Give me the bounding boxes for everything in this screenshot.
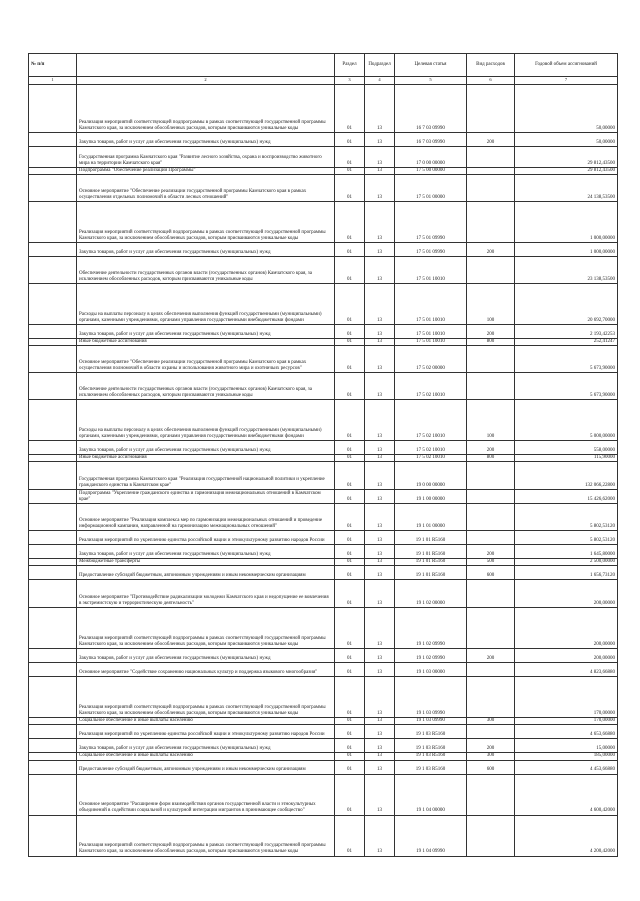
- cell-razdel: 01: [335, 147, 365, 168]
- cell-razdel: 01: [335, 739, 365, 753]
- cell-statya: 19 1 01 00000: [395, 504, 467, 531]
- cell-amount: 185,00000: [515, 753, 618, 760]
- cell-num: [29, 649, 77, 663]
- cell-vid: 600: [467, 760, 515, 774]
- cell-razdel: 01: [335, 649, 365, 663]
- cell-statya: 19 0 00 00000: [395, 462, 467, 490]
- table-row: [29, 815, 618, 856]
- table-row: [29, 490, 618, 504]
- table-row: [29, 774, 618, 815]
- cell-name: Основное мероприятие "Противодействие радикализации молодежи Камчатского края и недопущение ее вовлечения в экстремистскую и террористическую деятельность": [77, 580, 335, 608]
- cell-statya: 17 0 00 00000: [395, 147, 467, 168]
- cell-statya: 19 1 03 R5160: [395, 739, 467, 753]
- cell-amount: 1 000,00000: [515, 202, 618, 243]
- cell-name: Подпрограмма "Обеспечение реализации Программы": [77, 168, 335, 175]
- cell-num: [29, 175, 77, 202]
- cell-podrazdel: 13: [365, 545, 395, 559]
- cell-amount: 2 500,00000: [515, 559, 618, 566]
- cell-amount: 23 138,53500: [515, 257, 618, 284]
- cell-num: [29, 339, 77, 346]
- cell-podrazdel: 13: [365, 677, 395, 718]
- cell-name: Основное мероприятие "Расширение форм взаимодействия органов государственной власти и этнокультурных объединений в содействии социальной и культурной интеграции мигрантов в принимающее сообщество": [77, 774, 335, 815]
- cell-podrazdel: 13: [365, 455, 395, 462]
- cell-amount: 1 645,80000: [515, 545, 618, 559]
- cell-statya: 17 5 02 10010: [395, 441, 467, 455]
- cell-statya: 19 1 04 09990: [395, 815, 467, 856]
- cell-amount: 4 453,66880: [515, 760, 618, 774]
- cell-statya: 17 5 02 10010: [395, 373, 467, 400]
- cell-podrazdel: 13: [365, 490, 395, 504]
- cell-num: [29, 739, 77, 753]
- cell-num: [29, 462, 77, 490]
- cell-razdel: 01: [335, 760, 365, 774]
- cell-amount: 15 426,62000: [515, 490, 618, 504]
- cell-statya: 19 1 03 00000: [395, 663, 467, 677]
- cell-razdel: 01: [335, 725, 365, 739]
- cell-name: Основное мероприятие "Обеспечение реализации государственной программы Камчатского края в рамках осуществления полномочий в области охраны и использования животного мира и охотничьих ресурсов": [77, 346, 335, 373]
- cell-podrazdel: 13: [365, 559, 395, 566]
- header-row: [29, 54, 618, 77]
- table-row: [29, 147, 618, 168]
- cell-podrazdel: 13: [365, 346, 395, 373]
- cell-amount: 29 812,43500: [515, 147, 618, 168]
- cell-amount: 4 600,42000: [515, 774, 618, 815]
- cell-razdel: 01: [335, 373, 365, 400]
- cell-num: [29, 346, 77, 373]
- table-row: [29, 243, 618, 257]
- cell-razdel: 01: [335, 455, 365, 462]
- cell-razdel: 01: [335, 504, 365, 531]
- table-row: [29, 168, 618, 175]
- cell-vid: 600: [467, 566, 515, 580]
- table-row: [29, 339, 618, 346]
- cell-statya: 19 1 03 09990: [395, 718, 467, 725]
- cell-vid: 200: [467, 441, 515, 455]
- cell-vid: [467, 580, 515, 608]
- cell-amount: 5 000,00000: [515, 400, 618, 441]
- table-row: [29, 753, 618, 760]
- cell-razdel: 01: [335, 663, 365, 677]
- cell-amount: 170,00000: [515, 718, 618, 725]
- budget-table: [28, 53, 618, 857]
- cell-podrazdel: 13: [365, 504, 395, 531]
- table-row: [29, 441, 618, 455]
- cell-amount: 1 000,00000: [515, 243, 618, 257]
- cell-razdel: 01: [335, 346, 365, 373]
- table-row: [29, 677, 618, 718]
- cell-razdel: 01: [335, 718, 365, 725]
- cell-podrazdel: 13: [365, 566, 395, 580]
- cell-podrazdel: 13: [365, 175, 395, 202]
- cell-podrazdel: 13: [365, 725, 395, 739]
- table-row: [29, 455, 618, 462]
- cell-podrazdel: 13: [365, 441, 395, 455]
- cell-name: Закупка товаров, работ и услуг для обеспечения государственных (муниципальных) нужд: [77, 545, 335, 559]
- table-row: [29, 202, 618, 243]
- column-number: 4: [365, 77, 395, 85]
- cell-name: Подпрограмма "Укрепление гражданского единства и гармонизация межнациональных отношений в Камчатском крае": [77, 490, 335, 504]
- cell-razdel: 01: [335, 168, 365, 175]
- cell-razdel: 01: [335, 339, 365, 346]
- cell-num: [29, 85, 77, 133]
- cell-podrazdel: 13: [365, 168, 395, 175]
- cell-podrazdel: 13: [365, 608, 395, 649]
- table-row: [29, 725, 618, 739]
- cell-num: [29, 168, 77, 175]
- cell-statya: 17 5 01 09990: [395, 202, 467, 243]
- cell-vid: [467, 373, 515, 400]
- cell-amount: 200,00000: [515, 608, 618, 649]
- cell-statya: 17 5 02 00000: [395, 346, 467, 373]
- cell-statya: 17 5 01 10010: [395, 257, 467, 284]
- cell-podrazdel: 13: [365, 760, 395, 774]
- table-row: [29, 257, 618, 284]
- table-row: [29, 559, 618, 566]
- header-razdel: Раздел: [335, 54, 365, 77]
- cell-amount: 5 673,90000: [515, 346, 618, 373]
- cell-statya: 17 5 01 09990: [395, 243, 467, 257]
- cell-num: [29, 559, 77, 566]
- cell-num: [29, 441, 77, 455]
- cell-statya: 17 5 01 00000: [395, 175, 467, 202]
- cell-vid: [467, 202, 515, 243]
- cell-num: [29, 753, 77, 760]
- cell-num: [29, 490, 77, 504]
- cell-vid: [467, 815, 515, 856]
- cell-vid: [467, 490, 515, 504]
- cell-amount: 15,00000: [515, 739, 618, 753]
- cell-razdel: 01: [335, 677, 365, 718]
- column-number: 6: [467, 77, 515, 85]
- cell-razdel: 01: [335, 441, 365, 455]
- cell-statya: 19 1 03 R5160: [395, 753, 467, 760]
- cell-podrazdel: 13: [365, 243, 395, 257]
- cell-statya: 17 5 02 10010: [395, 455, 467, 462]
- cell-statya: 19 1 04 00000: [395, 774, 467, 815]
- cell-amount: 558,00000: [515, 441, 618, 455]
- cell-num: [29, 400, 77, 441]
- cell-razdel: 01: [335, 580, 365, 608]
- cell-name: Реализация мероприятий соответствующей подпрограммы в рамках соответствующей государственной программы Камчатского края, за исключением обособленных расходов, которым присваиваются уникальные коды: [77, 85, 335, 133]
- cell-amount: 5 673,90000: [515, 373, 618, 400]
- cell-amount: 4 653,66880: [515, 725, 618, 739]
- cell-vid: [467, 175, 515, 202]
- cell-podrazdel: 13: [365, 580, 395, 608]
- cell-num: [29, 677, 77, 718]
- cell-num: [29, 815, 77, 856]
- table-row: [29, 346, 618, 373]
- cell-vid: [467, 257, 515, 284]
- cell-name: Закупка товаров, работ и услуг для обеспечения государственных (муниципальных) нужд: [77, 133, 335, 147]
- table-row: [29, 175, 618, 202]
- table-row: [29, 325, 618, 339]
- cell-num: [29, 325, 77, 339]
- cell-vid: 100: [467, 400, 515, 441]
- cell-name: Межбюджетные трансферты: [77, 559, 335, 566]
- cell-podrazdel: 13: [365, 325, 395, 339]
- cell-statya: 19 1 02 09990: [395, 608, 467, 649]
- cell-razdel: 01: [335, 531, 365, 545]
- cell-num: [29, 774, 77, 815]
- table-row: [29, 133, 618, 147]
- cell-vid: 300: [467, 753, 515, 760]
- column-number-row: [29, 77, 618, 85]
- table-row: [29, 580, 618, 608]
- table-row: [29, 531, 618, 545]
- table-row: [29, 760, 618, 774]
- cell-podrazdel: 13: [365, 649, 395, 663]
- cell-amount: 132 066,22800: [515, 462, 618, 490]
- cell-razdel: 01: [335, 608, 365, 649]
- budget-table-sheet: [28, 53, 617, 857]
- cell-razdel: 01: [335, 133, 365, 147]
- cell-num: [29, 243, 77, 257]
- cell-name: Расходы на выплаты персоналу в целях обеспечения выполнения функций государственными (муниципальными) органами, казенными учреждениями, органами управления государственными внебюджетными фондами: [77, 284, 335, 325]
- cell-num: [29, 608, 77, 649]
- cell-razdel: 01: [335, 284, 365, 325]
- cell-razdel: 01: [335, 175, 365, 202]
- cell-razdel: 01: [335, 753, 365, 760]
- table-row: [29, 504, 618, 531]
- cell-vid: 200: [467, 325, 515, 339]
- cell-podrazdel: 13: [365, 753, 395, 760]
- cell-statya: 19 1 02 09990: [395, 649, 467, 663]
- cell-amount: 2 193,42253: [515, 325, 618, 339]
- cell-name: Социальное обеспечение и иные выплаты населению: [77, 753, 335, 760]
- column-number: 3: [335, 77, 365, 85]
- cell-vid: 500: [467, 559, 515, 566]
- cell-name: Реализация мероприятий по укреплению единства российской нации и этнокультурному развитию народов России: [77, 725, 335, 739]
- cell-vid: [467, 608, 515, 649]
- cell-podrazdel: 13: [365, 531, 395, 545]
- cell-podrazdel: 13: [365, 663, 395, 677]
- cell-statya: 19 1 01 R5160: [395, 566, 467, 580]
- cell-razdel: 01: [335, 462, 365, 490]
- cell-name: Реализация мероприятий соответствующей подпрограммы в рамках соответствующей государственной программы Камчатского края, за исключением обособленных расходов, которым присваиваются уникальные коды: [77, 677, 335, 718]
- cell-vid: [467, 663, 515, 677]
- cell-name: Государственная программа Камчатского края "Реализация государственной национальной политики и укрепление гражданского единства в Камчатском крае": [77, 462, 335, 490]
- cell-num: [29, 504, 77, 531]
- cell-num: [29, 133, 77, 147]
- cell-name: Закупка товаров, работ и услуг для обеспечения государственных (муниципальных) нужд: [77, 441, 335, 455]
- cell-name: Предоставление субсидий бюджетным, автономным учреждениям и иным некоммерческим организациям: [77, 566, 335, 580]
- cell-statya: 17 5 01 10010: [395, 339, 467, 346]
- table-row: [29, 608, 618, 649]
- header-amount: Годовой объем ассигнований: [515, 54, 618, 77]
- cell-amount: 4 200,42000: [515, 815, 618, 856]
- column-number: 1: [29, 77, 77, 85]
- cell-razdel: 01: [335, 202, 365, 243]
- cell-podrazdel: 13: [365, 400, 395, 441]
- table-row: [29, 649, 618, 663]
- cell-vid: 300: [467, 718, 515, 725]
- cell-amount: 29 812,43500: [515, 168, 618, 175]
- cell-vid: 200: [467, 649, 515, 663]
- table-row: [29, 739, 618, 753]
- cell-name: Обеспечение деятельности государственных органов власти (государственных органов) Камчатского края, за исключением обособленных расходов, которым присваиваются уникальные коды: [77, 373, 335, 400]
- cell-num: [29, 725, 77, 739]
- cell-num: [29, 718, 77, 725]
- cell-name: Предоставление субсидий бюджетным, автономным учреждениям и иным некоммерческим организациям: [77, 760, 335, 774]
- cell-statya: 17 5 01 10010: [395, 325, 467, 339]
- cell-razdel: 01: [335, 559, 365, 566]
- cell-num: [29, 545, 77, 559]
- cell-name: Закупка товаров, работ и услуг для обеспечения государственных (муниципальных) нужд: [77, 739, 335, 753]
- cell-razdel: 01: [335, 257, 365, 284]
- cell-vid: 100: [467, 284, 515, 325]
- cell-podrazdel: 13: [365, 718, 395, 725]
- cell-name: Социальное обеспечение и иные выплаты населению: [77, 718, 335, 725]
- column-number: 7: [515, 77, 618, 85]
- cell-razdel: 01: [335, 243, 365, 257]
- cell-vid: [467, 677, 515, 718]
- cell-num: [29, 257, 77, 284]
- table-body: [29, 85, 618, 857]
- cell-vid: [467, 504, 515, 531]
- cell-podrazdel: 13: [365, 147, 395, 168]
- cell-amount: 200,00000: [515, 649, 618, 663]
- table-row: [29, 85, 618, 133]
- cell-num: [29, 147, 77, 168]
- cell-vid: 200: [467, 545, 515, 559]
- column-number: 2: [77, 77, 335, 85]
- cell-statya: 19 1 01 R5160: [395, 531, 467, 545]
- cell-num: [29, 663, 77, 677]
- cell-statya: 19 1 00 00000: [395, 490, 467, 504]
- cell-name: Основное мероприятие "Обеспечение реализации государственной программы Камчатского края в рамках осуществления отдельных полномочий в области лесных отношений": [77, 175, 335, 202]
- cell-amount: 4 823,66880: [515, 663, 618, 677]
- header-vid: Вид расходов: [467, 54, 515, 77]
- table-row: [29, 462, 618, 490]
- cell-name: Основное мероприятие "Реализация комплекса мер по гармонизации межнациональных отношений и проведение информационной кампании, направленной на гармонизацию межнациональных отношений": [77, 504, 335, 531]
- cell-podrazdel: 13: [365, 774, 395, 815]
- cell-name: Закупка товаров, работ и услуг для обеспечения государственных (муниципальных) нужд: [77, 243, 335, 257]
- cell-amount: 115,90000: [515, 455, 618, 462]
- cell-vid: [467, 462, 515, 490]
- cell-podrazdel: 13: [365, 739, 395, 753]
- cell-statya: 19 1 02 00000: [395, 580, 467, 608]
- cell-num: [29, 284, 77, 325]
- table-row: [29, 284, 618, 325]
- table-row: [29, 545, 618, 559]
- cell-statya: 19 1 01 R5160: [395, 545, 467, 559]
- cell-podrazdel: 13: [365, 284, 395, 325]
- cell-vid: [467, 725, 515, 739]
- cell-statya: 19 1 01 R5160: [395, 559, 467, 566]
- table-row: [29, 718, 618, 725]
- cell-podrazdel: 13: [365, 85, 395, 133]
- cell-razdel: 01: [335, 85, 365, 133]
- cell-name: Иные бюджетные ассигнования: [77, 339, 335, 346]
- cell-razdel: 01: [335, 774, 365, 815]
- cell-name: Реализация мероприятий соответствующей подпрограммы в рамках соответствующей государственной программы Камчатского края, за исключением обособленных расходов, которым присваиваются уникальные коды: [77, 202, 335, 243]
- cell-podrazdel: 13: [365, 202, 395, 243]
- cell-num: [29, 373, 77, 400]
- cell-name: Закупка товаров, работ и услуг для обеспечения государственных (муниципальных) нужд: [77, 649, 335, 663]
- cell-razdel: 01: [335, 815, 365, 856]
- cell-podrazdel: 13: [365, 339, 395, 346]
- cell-num: [29, 202, 77, 243]
- header-num: № п/п: [29, 54, 77, 77]
- cell-vid: 200: [467, 133, 515, 147]
- cell-podrazdel: 13: [365, 462, 395, 490]
- cell-vid: [467, 346, 515, 373]
- cell-statya: 19 1 03 R5160: [395, 725, 467, 739]
- cell-name: Иные бюджетные ассигнования: [77, 455, 335, 462]
- cell-podrazdel: 13: [365, 133, 395, 147]
- table-row: [29, 400, 618, 441]
- cell-amount: 50,00000: [515, 85, 618, 133]
- cell-podrazdel: 13: [365, 257, 395, 284]
- header-statya: Целевая статья: [395, 54, 467, 77]
- cell-statya: 19 1 03 09990: [395, 677, 467, 718]
- cell-amount: 5 802,53120: [515, 504, 618, 531]
- cell-razdel: 01: [335, 490, 365, 504]
- cell-num: [29, 580, 77, 608]
- cell-vid: 800: [467, 455, 515, 462]
- cell-vid: [467, 147, 515, 168]
- cell-amount: 170,00000: [515, 677, 618, 718]
- cell-razdel: 01: [335, 566, 365, 580]
- cell-vid: 200: [467, 243, 515, 257]
- cell-vid: [467, 531, 515, 545]
- cell-statya: 16 7 03 09990: [395, 85, 467, 133]
- cell-razdel: 01: [335, 400, 365, 441]
- cell-amount: 252,41247: [515, 339, 618, 346]
- cell-amount: 24 138,53500: [515, 175, 618, 202]
- cell-num: [29, 566, 77, 580]
- cell-name: Обеспечение деятельности государственных органов власти (государственных органов) Камчатского края, за исключением обособленных расходов, которым присваиваются уникальные коды: [77, 257, 335, 284]
- cell-amount: 1 656,73120: [515, 566, 618, 580]
- cell-amount: 50,00000: [515, 133, 618, 147]
- cell-podrazdel: 13: [365, 815, 395, 856]
- cell-statya: 17 5 02 10010: [395, 400, 467, 441]
- cell-amount: 5 802,53120: [515, 531, 618, 545]
- cell-num: [29, 455, 77, 462]
- cell-name: Реализация мероприятий соответствующей подпрограммы в рамках соответствующей государственной программы Камчатского края, за исключением обособленных расходов, которым присваиваются уникальные коды: [77, 608, 335, 649]
- cell-name: Закупка товаров, работ и услуг для обеспечения государственных (муниципальных) нужд: [77, 325, 335, 339]
- column-number: 5: [395, 77, 467, 85]
- cell-num: [29, 531, 77, 545]
- cell-name: Реализация мероприятий соответствующей подпрограммы в рамках соответствующей государственной программы Камчатского края, за исключением обособленных расходов, которым присваиваются уникальные коды: [77, 815, 335, 856]
- cell-name: Основное мероприятие "Содействие сохранению национальных культур и поддержка языкового многообразия": [77, 663, 335, 677]
- cell-vid: 200: [467, 739, 515, 753]
- header-podrazdel: Подраздел: [365, 54, 395, 77]
- cell-name: Государственная программа Камчатского края "Развитие лесного хозяйства, охрана и воспроизводство животного мира на территории Камчатского края": [77, 147, 335, 168]
- cell-amount: 200,00000: [515, 580, 618, 608]
- cell-podrazdel: 13: [365, 373, 395, 400]
- cell-name: Реализация мероприятий по укреплению единства российской нации и этнокультурному развитию народов России: [77, 531, 335, 545]
- cell-razdel: 01: [335, 545, 365, 559]
- table-row: [29, 566, 618, 580]
- table-row: [29, 373, 618, 400]
- table-row: [29, 663, 618, 677]
- cell-vid: [467, 168, 515, 175]
- cell-statya: 17 5 01 10010: [395, 284, 467, 325]
- header-name: [77, 54, 335, 77]
- cell-name: Расходы на выплаты персоналу в целях обеспечения выполнения функций государственными (муниципальными) органами, казенными учреждениями, органами управления государственными внебюджетными фондами: [77, 400, 335, 441]
- cell-razdel: 01: [335, 325, 365, 339]
- cell-statya: 19 1 03 R5160: [395, 760, 467, 774]
- cell-statya: 17 5 00 00000: [395, 168, 467, 175]
- cell-vid: [467, 774, 515, 815]
- cell-num: [29, 760, 77, 774]
- cell-vid: [467, 85, 515, 133]
- cell-vid: 800: [467, 339, 515, 346]
- cell-statya: 16 7 03 09990: [395, 133, 467, 147]
- cell-amount: 20 692,70000: [515, 284, 618, 325]
